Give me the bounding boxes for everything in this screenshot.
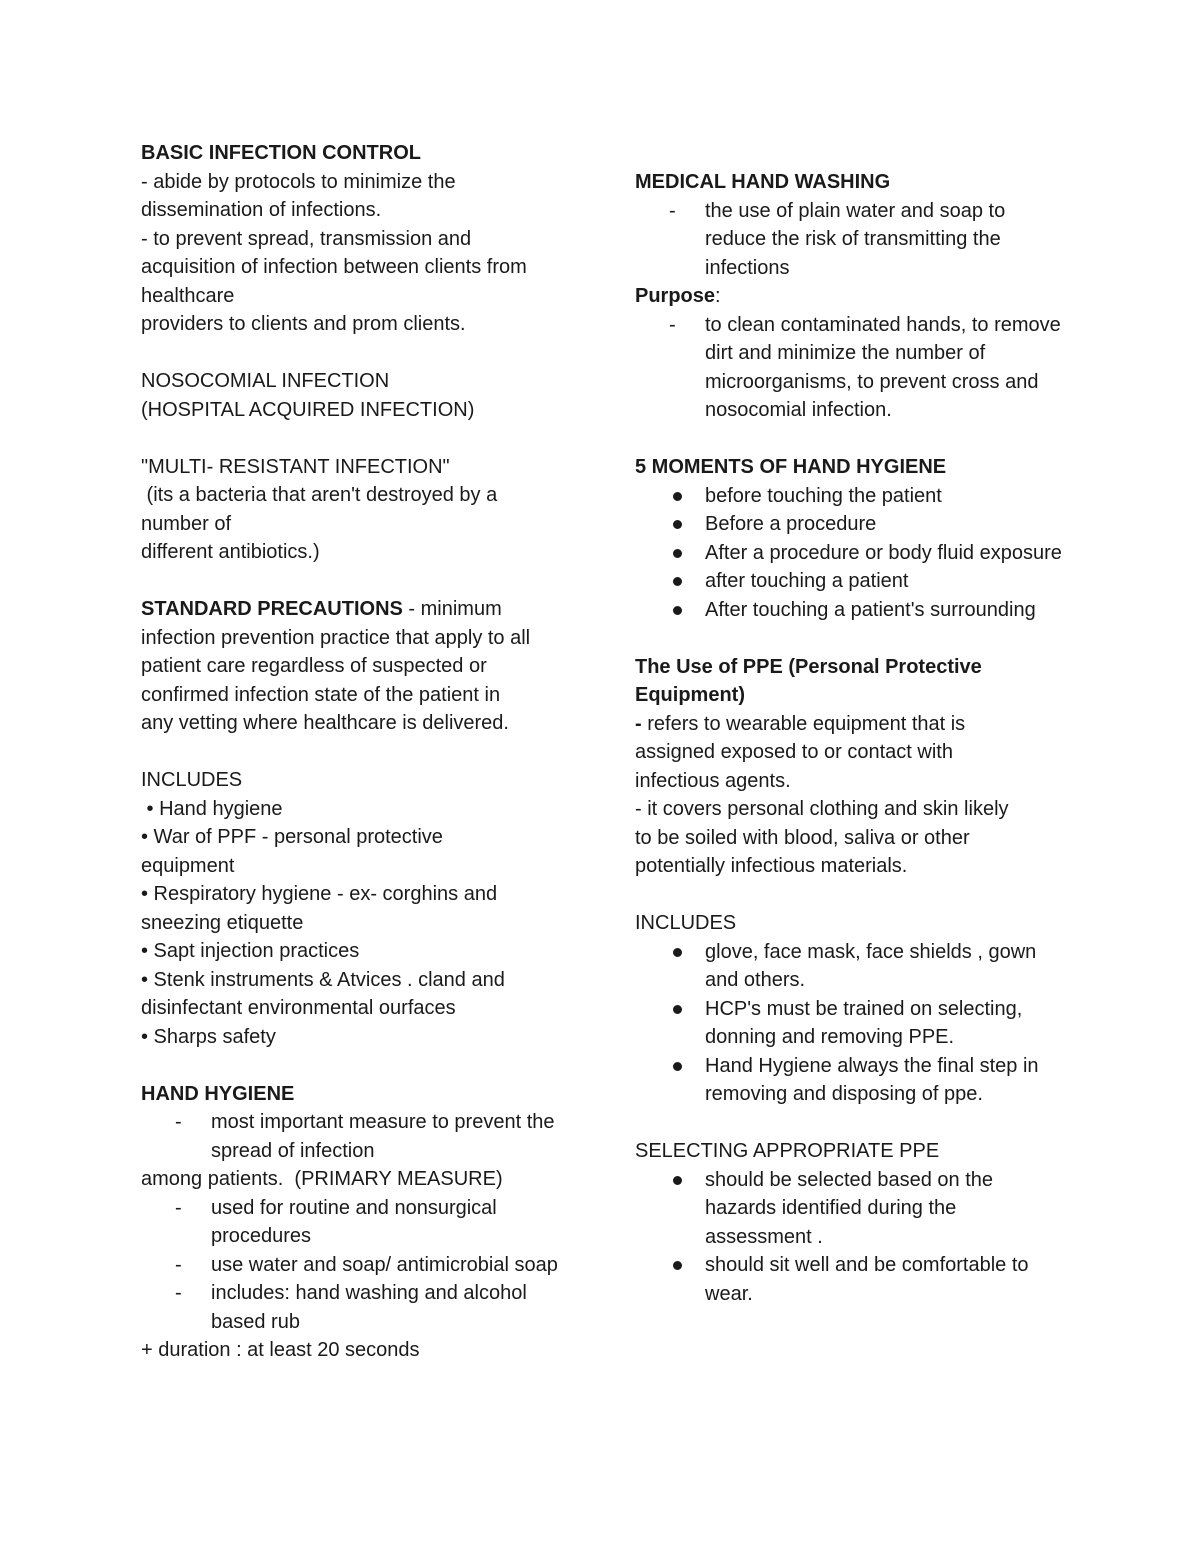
- list-item: glove, face mask, face shields , gown and others.: [635, 938, 1065, 995]
- ppe-line: potentially infectious materials.: [635, 855, 908, 877]
- right-column: [635, 168, 1065, 1308]
- includes-line: • Sharps safety: [141, 1025, 276, 1048]
- includes-line: disinfectant environmental ourfaces: [141, 997, 456, 1019]
- purpose-line: [635, 282, 1065, 311]
- basic-line: - abide by protocols to minimize the: [141, 170, 456, 193]
- nosocomial-subheading: (HOSPITAL ACQUIRED INFECTION): [141, 398, 475, 421]
- list-item: should sit well and be comfortable to wear.: [635, 1251, 1065, 1308]
- list-item: Before a procedure: [635, 510, 1065, 539]
- purpose-label: Purpose: [635, 285, 716, 307]
- list-item: - to clean contaminated hands, to remove dirt and minimize the number of microorganisms, to prevent cross and nosocomial infection.: [635, 311, 1065, 425]
- list-item: - includes: hand washing and alcohol based rub: [141, 1279, 571, 1336]
- standard-precautions-rest: - minimum: [402, 598, 502, 620]
- standard-line: patient care regardless of suspected or: [141, 655, 487, 677]
- basic-line: dissemination of infections.: [141, 199, 382, 221]
- hand-hygiene-heading: HAND HYGIENE: [141, 1082, 295, 1105]
- hand-hygiene-line: among patients. (PRIMARY MEASURE): [141, 1168, 503, 1190]
- includes-line: • Hand hygiene: [141, 797, 283, 820]
- includes-line: • Respiratory hygiene - ex- corghins and: [141, 883, 498, 905]
- multi-line: number of: [141, 512, 232, 535]
- list-item: - use water and soap/ antimicrobial soap: [141, 1251, 571, 1280]
- includes-line: • War of PPF - personal protective: [141, 826, 443, 848]
- list-item: Hand Hygiene always the final step in removing and disposing of ppe.: [635, 1052, 1065, 1109]
- multi-resistant-heading: "MULTI- RESISTANT INFECTION": [141, 455, 450, 478]
- standard-precautions-heading: STANDARD PRECAUTIONS: [141, 598, 403, 620]
- ppe-line-rest: refers to wearable equipment that is: [641, 712, 966, 735]
- hand-duration: + duration : at least 20 seconds: [141, 1339, 420, 1361]
- list-item: - used for routine and nonsurgical procedures: [141, 1194, 571, 1251]
- left-column: [141, 139, 571, 1365]
- list-item: After touching a patient's surrounding: [635, 596, 1065, 625]
- standard-line: infection prevention practice that apply to all: [141, 626, 531, 649]
- list-item: after touching a patient: [635, 567, 1065, 596]
- ppe-line: assigned exposed to or contact with: [635, 741, 953, 763]
- includes-line: sneezing etiquette: [141, 911, 304, 934]
- multi-line: (its a bacteria that aren't destroyed by a: [141, 484, 498, 506]
- five-moments-heading: 5 MOMENTS OF HAND HYGIENE: [635, 456, 947, 478]
- ppe-line: - it covers personal clothing and skin likely: [635, 798, 1009, 820]
- list-item: HCP's must be trained on selecting, donning and removing PPE.: [635, 995, 1065, 1052]
- list-item: - most important measure to prevent the spread of infection: [141, 1108, 571, 1165]
- ppe-line: to be soiled with blood, saliva or other: [635, 826, 970, 849]
- ppe-line: infectious agents.: [635, 769, 791, 792]
- list-item: should be selected based on the hazards identified during the assessment .: [635, 1166, 1065, 1252]
- multi-line: different antibiotics.): [141, 541, 320, 563]
- basic-line: providers to clients and prom clients.: [141, 313, 466, 335]
- standard-line: any vetting where healthcare is delivered.: [141, 712, 509, 734]
- standard-precautions-line: [141, 595, 571, 624]
- medical-hand-washing-heading: MEDICAL HAND WASHING: [635, 171, 891, 193]
- basic-line: healthcare: [141, 284, 235, 307]
- basic-infection-control-heading: BASIC INFECTION CONTROL: [141, 142, 421, 164]
- ppe-line: [635, 710, 1065, 739]
- includes-line: equipment: [141, 854, 235, 877]
- list-item: After a procedure or body fluid exposure: [635, 539, 1065, 568]
- ppe-dash: -: [635, 712, 642, 735]
- ppe-includes-heading: INCLUDES: [635, 912, 737, 934]
- selecting-ppe-heading: SELECTING APPROPRIATE PPE: [635, 1140, 940, 1162]
- ppe-heading: The Use of PPE (Personal Protective Equipment): [635, 655, 982, 706]
- basic-line: acquisition of infection between clients from: [141, 256, 527, 278]
- includes-line: • Stenk instruments & Atvices . cland and: [141, 968, 505, 991]
- list-item: before touching the patient: [635, 482, 1065, 511]
- basic-line: - to prevent spread, transmission and: [141, 227, 472, 250]
- nosocomial-heading: NOSOCOMIAL INFECTION: [141, 370, 390, 392]
- list-item: - the use of plain water and soap to reduce the risk of transmitting the infections: [635, 197, 1065, 283]
- standard-line: confirmed infection state of the patient in: [141, 683, 501, 706]
- includes-heading: INCLUDES: [141, 769, 243, 791]
- purpose-colon: :: [715, 285, 721, 307]
- includes-line: • Sapt injection practices: [141, 940, 360, 962]
